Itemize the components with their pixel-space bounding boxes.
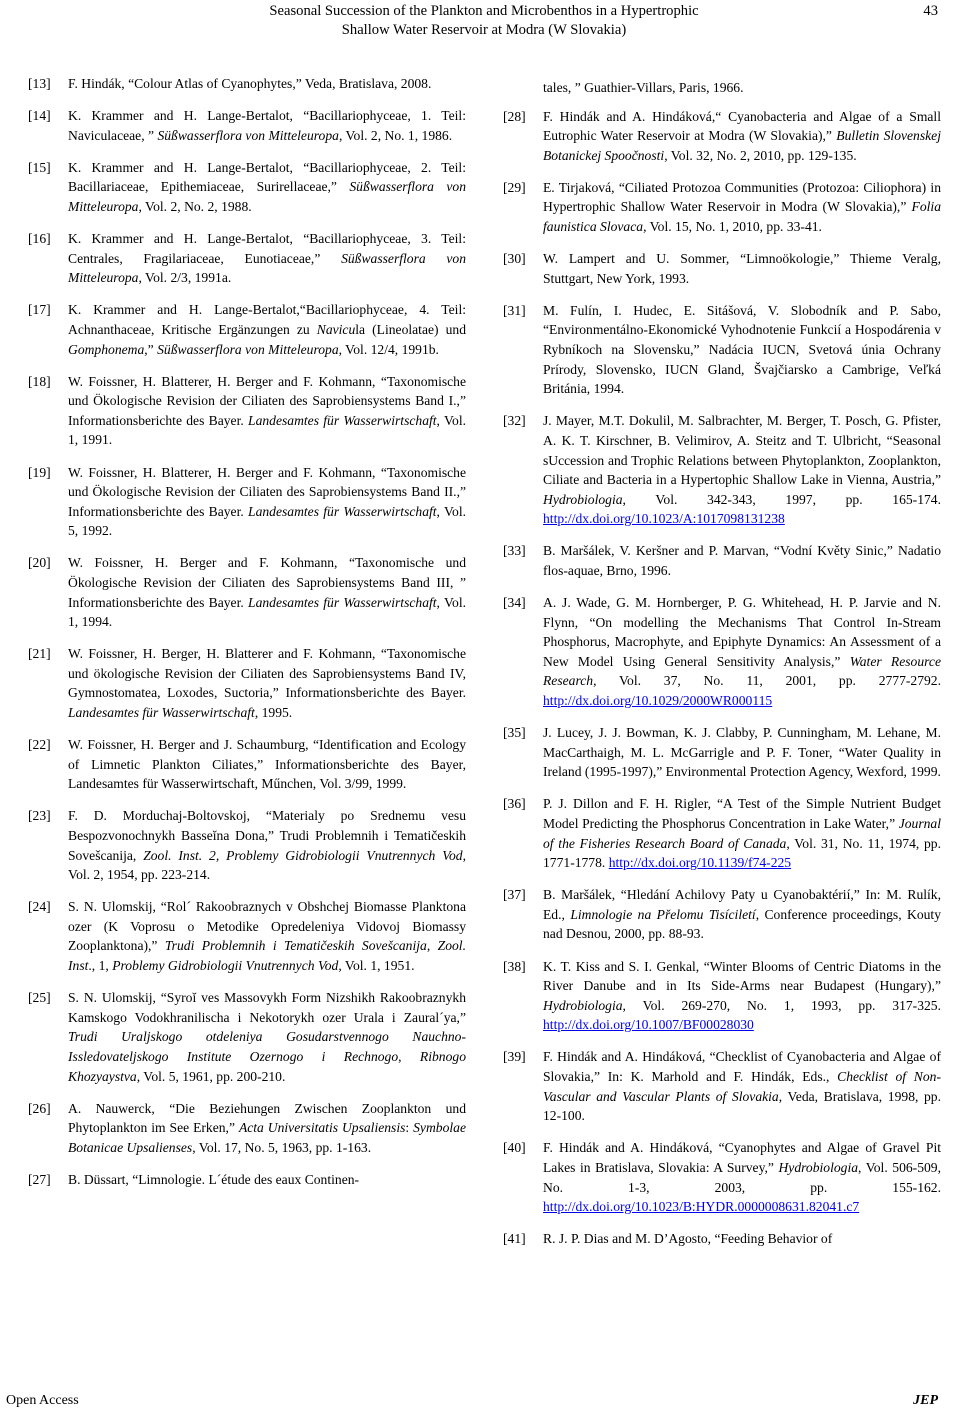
reference-entry (503, 411, 941, 529)
reference-text: la (Lineolatae) und (355, 321, 466, 337)
reference-italic-text: Hydrobiologia (543, 491, 623, 507)
reference-text: W. Foissner, H. Berger and J. Schaumburg, “Identification and Ecology of Limnetic Plankton Ciliates,” Informationsberichte des Bayer, Landesamtes für Wasserwirtschaft, Műnchen, Vol. 3/99, 1999. (68, 737, 466, 792)
reference-italic-text: Trudi Uraljskogo otdeleniya Gosudarstvennogo Nauchno-Issledovateljskogo Institute Ozernogo i Rechnogo (68, 1029, 466, 1064)
reference-text: K. Krammer and H. Lange-Bertalot, “Bacillariophyceae, 3. Teil: Centrales, Fragilariaceae, Eunotiaceae,” (68, 231, 466, 266)
reference-text: M. Fulín, I. Hudec, E. Sitášová, V. Slobodník and P. Sabo, “Environmentálno-Ekonomické Vyhodnotenie Funkcií a Hospodárenia v Rybníkoch na Slovensku,” Nadácia IUCN, Svetová únia Ochrany Prírody, Slovensko, IUCN Gland, Švajčiarsko a Cambrige, Veľká Británia, 1994. (543, 302, 941, 397)
reference-text: , Vol. 15, No. 1, 2010, pp. 33-41. (643, 219, 822, 235)
reference-italic-text: Süßwasserflora von Mitteleuropa (157, 127, 339, 143)
reference-italic-text: Checklist of Non-Vascular and Vascular Plants of Slovakia (543, 1069, 941, 1104)
reference-text: , Vol. 5, 1992. (68, 503, 466, 539)
reference-number: [30] (503, 251, 526, 267)
reference-text: S. N. Ulomskij, “Rol´ Rakoobraznych v Obshchej Biomasse Planktona ozer (K Voprosu o Metodike Opredeleniya Vidovoj Biomassy Zooplanktona),” (68, 899, 466, 954)
reference-italic-text: Symbolae Botanicae Upsalienses (68, 1120, 466, 1155)
reference-italic-text: Acta Universitatis Upsaliensis (238, 1120, 406, 1136)
reference-text: W. Foissner, H. Berger and F. Kohmann, “Taxonomische und Ökologische Revision der Ciliaten des Saprobiensystems Band III, ” Informationsberichte des Bayer. (68, 555, 466, 610)
reference-italic-text: Navicu (316, 321, 356, 337)
reference-number: [34] (503, 595, 526, 611)
reference-italic-text: Limnologie na Přelomu Tisíciletí (570, 906, 756, 922)
reference-number: [40] (503, 1140, 526, 1156)
reference-text: , 1995. (254, 705, 293, 721)
reference-text: K. Krammer and H. Lange-Bertalot, “Bacillariophyceae, 2. Teil: Bacillariaceae, Epithemiaceae, Surirellaceae,” (68, 159, 466, 195)
reference-italic-text: Bulletin Slovenskej Botanickej Spoočnosti (543, 128, 941, 163)
reference-text: W. Foissner, H. Berger, H. Blatterer and F. Kohmann, “Taxonomische und ökologische Revision der Ciliaten des Saprobiensystems Band IV, Gymnostomatea, Loxodes, Suctoria,” Informationsberichte des Bayer. (68, 646, 466, 701)
reference-number: [35] (503, 725, 526, 741)
reference-entry (503, 249, 941, 288)
reference-entry (28, 300, 466, 359)
reference-entry (28, 553, 466, 631)
reference-entry (28, 644, 466, 722)
reference-text: , Vol. 12/4, 1991b. (338, 341, 439, 357)
doi-link[interactable]: http://dx.doi.org/10.1029/2000WR000115 (543, 693, 773, 709)
doi-link[interactable]: http://dx.doi.org/10.1139/f74-225 (608, 855, 792, 871)
reference-text: , Vol. 2, No. 1, 1986. (338, 127, 453, 143)
reference-text: , Vol. 2, 1954, pp. 223-214. (68, 847, 466, 883)
reference-text: B. Maršálek, “Hledání Achilovy Paty u Cyanobaktérií,” In: M. Rulík, Ed., (543, 887, 941, 922)
reference-text: P. J. Dillon and F. H. Rigler, “A Test of the Simple Nutrient Budget Model Predicting the Phosphorus Concentration in Lake Water,” (543, 796, 941, 831)
reference-text: , Vol. 1, 1951. (338, 958, 415, 974)
reference-entry (503, 1047, 941, 1125)
reference-number: [24] (28, 899, 51, 915)
reference-text: W. Foissner, H. Blatterer, H. Berger and F. Kohmann, “Taxonomische und Ökologische Revision der Ciliaten des Saprobiensystems Band I.,” Informationsberichte des Bayer. (68, 373, 466, 428)
reference-italic-text: Landesamtes für Wasserwirtschaft (248, 503, 437, 519)
reference-entry (28, 897, 466, 975)
reference-number: [21] (28, 646, 51, 662)
reference-entry (503, 1229, 941, 1249)
reference-text: , Vol. 5, 1961, pp. 200-210. (136, 1068, 286, 1084)
running-header (0, 2, 968, 40)
running-header-line2: Shallow Water Reservoir at Modra (W Slovakia) (341, 22, 627, 38)
reference-entry (503, 1138, 941, 1216)
reference-text: J. Mayer, M.T. Dokulil, M. Salbrachter, M. Berger, T. Posch, G. Pfister, A. K. T. Kirschner, B. Velimirov, A. Steitz and T. Ulbricht, “Seasonal sUccession and Trophic Relations between Phytoplankton, Zooplankton, Ciliate and Bacteria in a Hypertophic Shallow Lake in Vienna, Austria,” (543, 413, 941, 488)
reference-text: ,” (144, 341, 158, 357)
reference-entry (28, 735, 466, 794)
reference-italic-text: Problemy Gidrobiologii Vnutrennych Vod (112, 958, 339, 974)
reference-text: R. J. P. Dias and M. D’Agosto, “Feeding Behavior of (543, 1231, 833, 1247)
reference-text: , Vol. 2, No. 2, 1988. (138, 198, 252, 214)
footer-open-access: Open Access (6, 1393, 79, 1408)
reference-italic-text: Hydrobiologia (543, 997, 623, 1013)
doi-link[interactable]: http://dx.doi.org/10.1023/A:1017098131238 (543, 511, 785, 527)
reference-number: [36] (503, 796, 526, 812)
reference-text: K. Krammer and H. Lange-Bertalot,“Bacillariophyceae, 4. Teil: Achnanthaceae, Kritische Ergänzungen zu (68, 302, 466, 337)
reference-text: , (426, 938, 438, 954)
reference-number: [39] (503, 1049, 526, 1065)
reference-text: , (398, 1048, 420, 1064)
reference-text: , Conference proceedings, Kouty nad Desnou, 2000, pp. 88-93. (543, 906, 941, 942)
reference-entry (28, 158, 466, 217)
doi-link[interactable]: http://dx.doi.org/10.1023/B:HYDR.0000008631.82041.c7 (543, 1199, 860, 1215)
reference-text: K. Krammer and H. Lange-Bertalot, “Bacillariophyceae, 1. Teil: Naviculaceae, ” (68, 108, 466, 143)
reference-text: F. Hindák and A. Hindáková,“ Cyanobacteria and Algae of a Small Eutrophic Water Reservoir at Modra (W Slovakia),” (543, 108, 941, 144)
reference-text: A. J. Wade, G. M. Hornberger, P. G. Whitehead, H. P. Jarvie and N. Flynn, “On modelling the Mechanisms That Control In-Stream Phosphorus, Macrophyte, and Epiphyte Dynamics: An Assessment of a New Model Using General Sensitivity Analysis,” (543, 595, 941, 669)
reference-text: W. Foissner, H. Blatterer, H. Berger and F. Kohmann, “Taxonomische und Ökologische Revision der Ciliaten des Saprobiensystems Band II.,” Informationsberichte des Bayer. (68, 464, 466, 519)
reference-text: B. Düssart, “Limnologie. L´étude des eaux Continen- (68, 1171, 360, 1187)
reference-italic-text: Gomphonema (68, 341, 145, 357)
reference-entry (28, 1170, 466, 1190)
reference-italic-text: Journal of the Fisheries Research Board of Canada (543, 816, 941, 851)
reference-entry (28, 74, 466, 94)
reference-text: tales, ” Guathier-Villars, Paris, 1966. (543, 80, 744, 95)
reference-text: , Vol. 17, No. 5, 1963, pp. 1-163. (192, 1139, 372, 1155)
reference-number: [14] (28, 108, 51, 124)
reference-text: A. Nauwerck, “Die Beziehungen Zwischen Zooplankton und Phytoplankton im See Erken,” (68, 1100, 466, 1136)
reference-entry (503, 723, 941, 782)
reference-number: [15] (28, 159, 51, 175)
reference-number: [16] (28, 231, 51, 247)
reference-number: [20] (28, 555, 51, 571)
reference-text: , Vol. 269-270, No. 1, 1993, pp. 317-325. (622, 997, 941, 1013)
reference-italic-text: Folia faunistica Slovaca (543, 199, 941, 235)
references-left-column (28, 74, 466, 1202)
reference-text: , Vol. 2/3, 1991a. (138, 270, 232, 286)
references-right-column (503, 78, 941, 1261)
reference-text: F. Hindák, “Colour Atlas of Cyanophytes,” Veda, Bratislava, 2008. (68, 76, 432, 91)
reference-text: K. T. Kiss and S. I. Genkal, “Winter Blooms of Centric Diatoms in the River Danube and in Its Side-Arms near Budapest (Hungary),” (543, 958, 941, 994)
reference-number: [32] (503, 413, 526, 429)
reference-number: [37] (503, 887, 526, 903)
reference-entry (503, 957, 941, 1035)
reference-entry (28, 372, 466, 450)
doi-link[interactable]: http://dx.doi.org/10.1007/BF00028030 (543, 1017, 754, 1033)
reference-italic-text: Water Resource Research (543, 653, 942, 689)
reference-number: [29] (503, 179, 526, 195)
reference-number: [31] (503, 302, 526, 318)
reference-entry (28, 1099, 466, 1158)
reference-italic-text: Zool. Inst. 2, Problemy Gidrobiologii Vnutrennych Vod (143, 847, 463, 863)
reference-continuation (503, 78, 941, 98)
reference-entry (28, 229, 466, 288)
reference-text: F. Hindák and A. Hindáková, “Checklist of Cyanobacteria and Algae of Slovakia,” In: K. Marhold and F. Hindák, Eds., (543, 1049, 941, 1085)
reference-text: W. Lampert and U. Sommer, “Limnoökologie,” Thieme Veralg, Stuttgart, New York, 1993. (543, 251, 941, 286)
reference-number: [17] (28, 302, 51, 318)
reference-number: [38] (503, 958, 526, 974)
reference-entry (503, 107, 941, 166)
reference-text: , Vol. 506-509, No. 1-3, 2003, pp. 155-162. (543, 1159, 941, 1195)
reference-text: , Vol. 37, No. 11, 2001, pp. 2777-2792. (593, 673, 941, 689)
reference-entry (503, 301, 941, 399)
reference-text: : (405, 1120, 414, 1136)
reference-text: , Veda, Bratislava, 1998, pp. 12-100. (543, 1088, 941, 1124)
reference-entry (28, 806, 466, 884)
running-header-line1: Seasonal Succession of the Plankton and Microbenthos in a Hypertrophic (269, 3, 699, 19)
reference-number: [33] (503, 543, 526, 559)
reference-number: [26] (28, 1100, 51, 1116)
reference-text: , Vol. 31, No. 11, 1974, pp. 1771-1778. (543, 835, 941, 871)
reference-italic-text: Landesamtes für Wasserwirtschaft (248, 594, 437, 610)
reference-text: S. N. Ulomskij, “Syroĭ ves Massovykh Form Nizshikh Rakoobraznykh Kamskogo Vodokhranilischa i Nekotorykh ozer Urala i Zaural´ya,” (68, 990, 466, 1025)
reference-italic-text: Landesamtes für Wasserwirtschaft (68, 705, 255, 721)
reference-number: [41] (503, 1231, 526, 1247)
reference-italic-text: Trudi Problemnih i Tematičeskih Sovešcanija (164, 938, 427, 954)
reference-entry (503, 885, 941, 944)
reference-entry (503, 178, 941, 237)
reference-entry (503, 541, 941, 580)
reference-text: , Vol. 1, 1991. (68, 412, 466, 448)
reference-italic-text: Hydrobiologia (778, 1159, 859, 1175)
reference-text: E. Tirjaková, “Ciliated Protozoa Communities (Protozoa: Ciliophora) in Hypertrophic Shallow Water Reservoir in Modra (W Slovakia),” (543, 179, 941, 215)
reference-number: [18] (28, 373, 51, 389)
reference-number: [22] (28, 737, 51, 753)
reference-text: F. D. Morduchaj-Boltovskoj, “Materialy po Srednemu vesu Bespozvonochnykh Basseĭna Dona,” Trudi Problemnih i Tematičeskih Sovešcanija, (68, 808, 466, 863)
reference-entry (28, 463, 466, 541)
footer-journal-abbrev: JEP (913, 1393, 938, 1408)
page-number: 43 (923, 3, 938, 19)
reference-text: F. Hindák and A. Hindáková, “Cyanophytes and Algae of Gravel Pit Lakes in Bratislava, Slovakia: A Survey,” (543, 1140, 941, 1175)
reference-text: ., 1, (88, 958, 113, 974)
reference-number: [28] (503, 108, 526, 124)
reference-entry (503, 794, 941, 872)
reference-text: J. Lucey, J. J. Bowman, K. J. Clabby, P. Cunningham, M. Lehane, M. MacCarthaigh, M. L. McGarrigle and P. F. Toner, “Water Quality in Ireland (1995-1997),” Environmental Protection Agency, Wexford, 1999. (543, 725, 941, 780)
reference-number: [25] (28, 990, 51, 1006)
reference-italic-text: Zool. Inst (68, 938, 466, 974)
reference-italic-text: Süßwasserflora von Mitteleuropa (68, 179, 467, 214)
reference-number: [19] (28, 464, 51, 480)
reference-entry (28, 106, 466, 145)
reference-italic-text: Landesamtes für Wasserwirtschaft (248, 412, 437, 428)
reference-entry (28, 988, 466, 1086)
reference-text: , Vol. 1, 1994. (68, 594, 466, 630)
reference-text: , Vol. 32, No. 2, 2010, pp. 129-135. (664, 147, 857, 163)
reference-text: , Vol. 342-343, 1997, pp. 165-174. (622, 491, 941, 507)
reference-number: [23] (28, 808, 51, 824)
reference-italic-text: Ribnogo Khozyaystva (68, 1048, 466, 1084)
reference-italic-text: Süßwasserflora von Mitteleuropa (68, 250, 467, 286)
reference-italic-text: Süßwasserflora von Mitteleuropa (157, 341, 339, 357)
reference-text: B. Maršálek, V. Keršner and P. Marvan, “Vodní Květy Sinic,” Nadatio flos-aquae, Brno, 1996. (543, 543, 941, 578)
reference-number: [13] (28, 76, 51, 91)
reference-entry (503, 593, 941, 711)
reference-number: [27] (28, 1171, 51, 1187)
